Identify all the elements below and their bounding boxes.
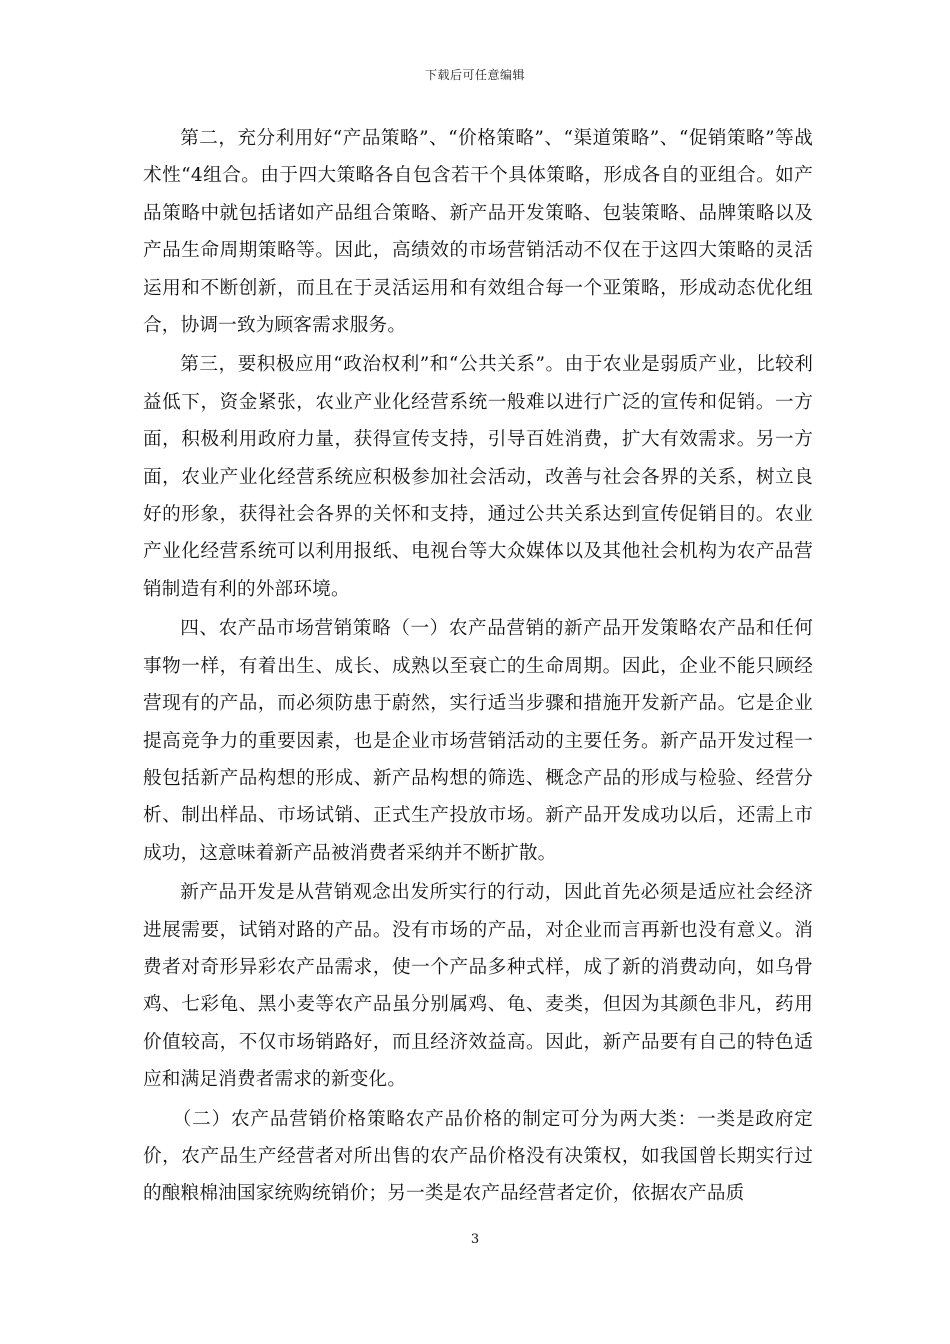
paragraph-pricing-strategy: （二）农产品营销价格策略农产品价格的制定可分为两大类：一类是政府定价，农产品生产经营者对所出售的农产品价格没有决策权，如我国曾长期实行过的酿粮棉油国家统购统销价；另一类是农产品经营者定价，依据农产品质 [143,1108,813,1205]
page-number: 3 [470,1232,480,1247]
paragraph-new-product-development: 四、农产品市场营销策略（一）农产品营销的新产品开发策略农产品和任何事物一样，有着出生、成长、成熟以至衰亡的生命周期。因此，企业不能只顾经营现有的产品，而必须防患于蔚然，实行适当步骤和措施开发新产品。它是企业提高竞争力的重要因素，也是企业市场营销活动的主要任务。新产品开发过程一般包括新产品构想的形成、新产品构想的筛选、概念产品的形成与检验、经营分析、制出样品、市场试销、正式生产投放市场。新产品开发成功以后，还需上市成功，这意味着新产品被消费者采纳并不断扩散。 [143,618,813,864]
paragraph-second-strategy: 第二，充分利用好“产品策略”、“价格策略”、“渠道策略”、“促销策略”等战术性“4组合。由于四大策略各自包含若干个具体策略，形成各自的亚组合。如产品策略中就包括诸如产品组合策略、新产品开发策略、包装策略、品牌策略以及产品生命周期策略等。因此，高绩效的市场营销活动不仅在于这四大策略的灵活运用和不断创新，而且在于灵活运用和有效组合每一个亚策略，形成动态优化组合，协调一致为顾客需求服务。 [143,128,813,337]
paragraph-third-public-relations: 第三，要积极应用“政治权利”和“公共关系”。由于农业是弱质产业，比较利益低下，资金紧张，农业产业化经营系统一般难以进行广泛的宣传和促销。一方面，积极利用政府力量，获得宣传支持，引导百姓消费，扩大有效需求。另一方面，农业产业化经营系统应积极参加社会活动，改善与社会各界的关系，树立良好的形象，获得社会各界的关怀和支持，通过公共关系达到宣传促销目的。农业产业化经营系统可以利用报纸、电视台等大众媒体以及其他社会机构为农产品营销制造有利的外部环境。 [143,354,813,600]
document-body [143,120,813,1215]
paragraph-market-oriented-products: 新产品开发是从营销观念出发所实行的行动，因此首先必须是适应社会经济进展需要，试销对路的产品。没有市场的产品，对企业而言再新也没有意义。消费者对奇形异彩农产品需求，使一个产品多种式样，成了新的消费动向，如乌骨鸡、七彩龟、黑小麦等农产品虽分别属鸡、龟、麦类，但因为其颜色非凡，药用价值较高，不仅市场销路好，而且经济效益高。因此，新产品要有自己的特色适应和满足消费者需求的新变化。 [143,882,813,1091]
page-header: 下载后可任意编辑 [424,68,525,82]
